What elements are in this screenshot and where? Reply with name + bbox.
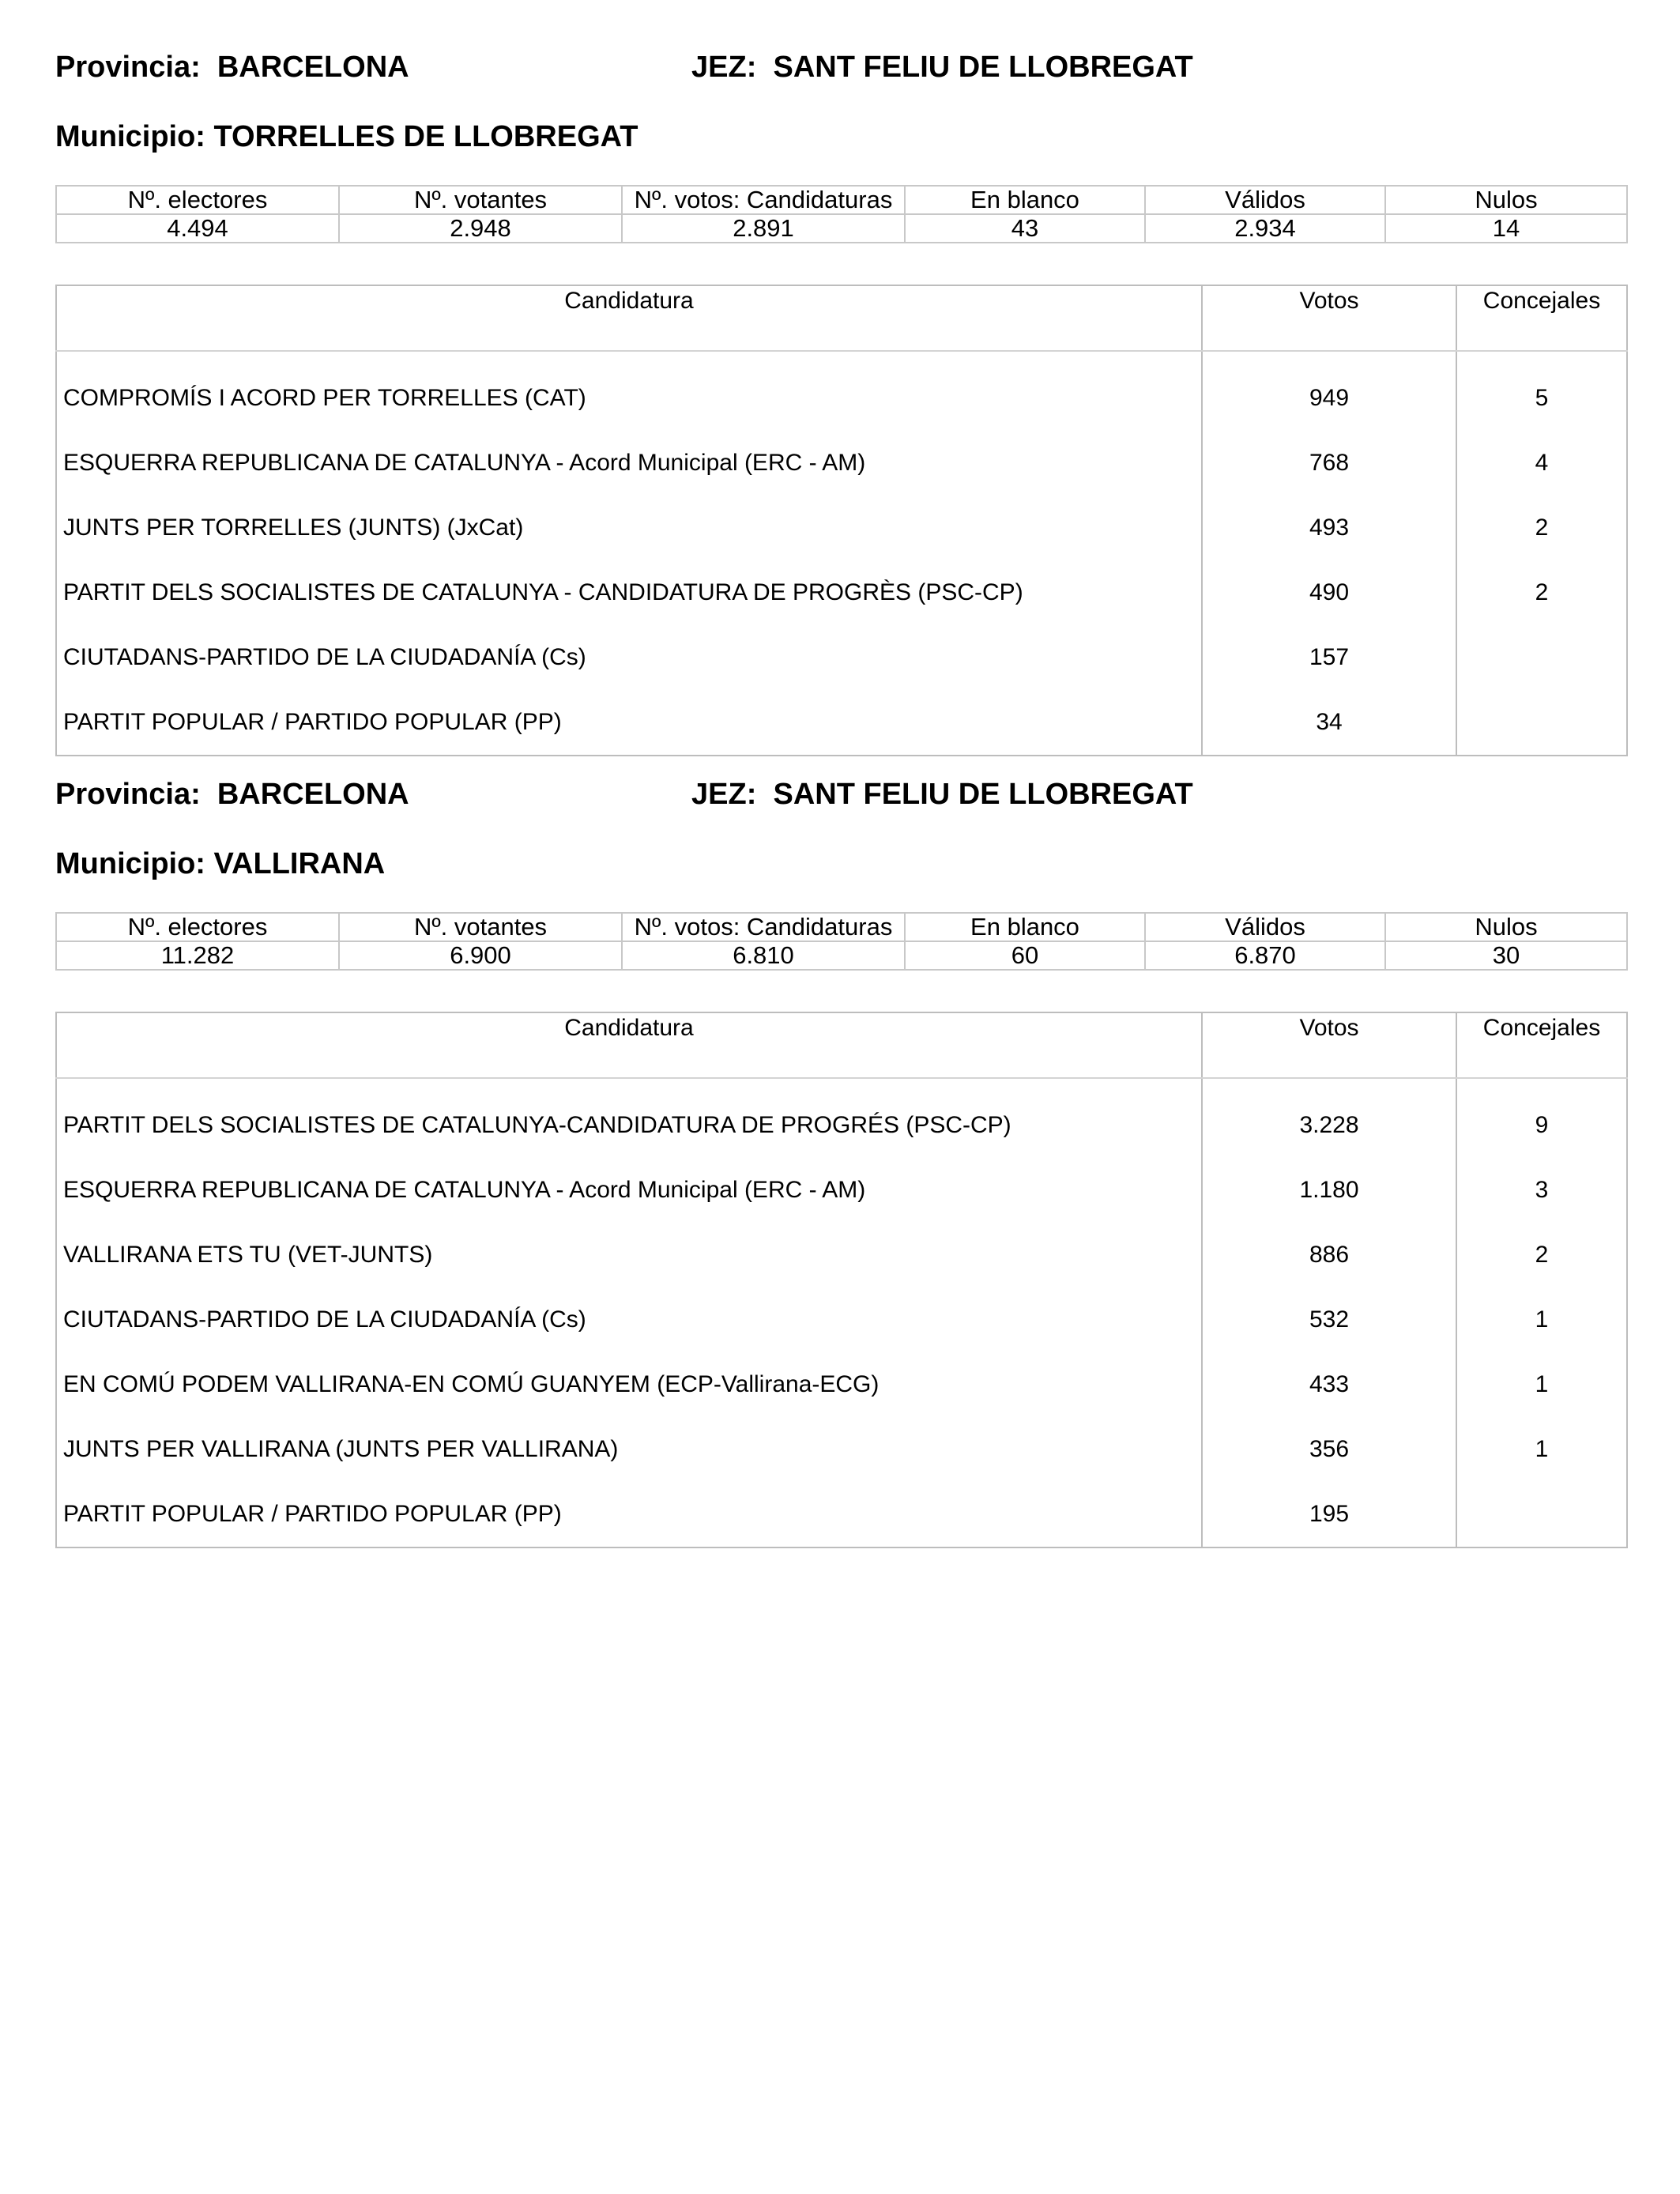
- table-row: [56, 560, 1627, 625]
- votos-value: 356: [1202, 1417, 1456, 1482]
- stats-value-row: [56, 941, 1627, 970]
- municipio-value: VALLIRANA: [213, 847, 386, 880]
- municipio-label: Municipio:: [55, 120, 205, 153]
- votos-value: 157: [1202, 625, 1456, 690]
- table-row: [56, 1158, 1627, 1223]
- stats-header: Nulos: [1385, 186, 1627, 214]
- stats-header-row: [56, 913, 1627, 941]
- stats-header: Nulos: [1385, 913, 1627, 941]
- concejales-value: 9: [1535, 1112, 1549, 1138]
- stats-value: 60: [905, 941, 1145, 970]
- candidatura-name: PARTIT POPULAR / PARTIDO POPULAR (PP): [56, 1482, 1202, 1547]
- candidatura-header: Candidatura: [56, 285, 1202, 351]
- candidatura-name: COMPROMÍS I ACORD PER TORRELLES (CAT): [56, 351, 1202, 431]
- municipio-value: TORRELLES DE LLOBREGAT: [213, 120, 638, 153]
- concejales-value: 3: [1535, 1177, 1549, 1203]
- table-row: [56, 1352, 1627, 1417]
- stats-table: [55, 912, 1628, 971]
- candidatura-name: EN COMÚ PODEM VALLIRANA-EN COMÚ GUANYEM (ECP-Vallirana-ECG): [56, 1352, 1202, 1417]
- stats-header: Nº. electores: [56, 913, 339, 941]
- candidatura-name: ESQUERRA REPUBLICANA DE CATALUNYA - Acord Municipal (ERC - AM): [56, 1158, 1202, 1223]
- municipio-section-torrelles: [55, 47, 1626, 743]
- jez-heading: [691, 778, 1193, 812]
- jez-label: JEZ:: [691, 51, 757, 84]
- table-row: [56, 431, 1627, 496]
- table-row: [56, 496, 1627, 560]
- votos-header: Votos: [1202, 285, 1456, 351]
- concejales-value: 2: [1535, 1242, 1549, 1268]
- stats-header: Válidos: [1145, 186, 1385, 214]
- stats-value: 43: [905, 214, 1145, 243]
- jez-label: JEZ:: [691, 778, 757, 811]
- provincia-label: Provincia:: [55, 778, 201, 811]
- table-row: [56, 1417, 1627, 1482]
- municipio-section-vallirana: [55, 775, 1626, 1549]
- provincia-label: Provincia:: [55, 51, 201, 84]
- concejales-value: 2: [1535, 515, 1549, 541]
- municipio-heading: [55, 120, 638, 154]
- concejales-value: 1: [1535, 1306, 1549, 1333]
- candidatura-header: Candidatura: [56, 1012, 1202, 1078]
- votos-value: 433: [1202, 1352, 1456, 1417]
- table-row: [56, 351, 1627, 431]
- stats-header: En blanco: [905, 186, 1145, 214]
- stats-value-row: [56, 214, 1627, 243]
- candidatura-name: PARTIT DELS SOCIALISTES DE CATALUNYA - CANDIDATURA DE PROGRÈS (PSC-CP): [56, 560, 1202, 625]
- concejales-value: 5: [1535, 385, 1549, 411]
- stats-value: 14: [1385, 214, 1627, 243]
- stats-header: Válidos: [1145, 913, 1385, 941]
- jez-heading: [691, 51, 1193, 85]
- concejales-value: [1456, 625, 1627, 690]
- candidatura-name: CIUTADANS-PARTIDO DE LA CIUDADANÍA (Cs): [56, 1287, 1202, 1352]
- stats-value: 2.934: [1145, 214, 1385, 243]
- votos-value: 1.180: [1202, 1158, 1456, 1223]
- table-row: [56, 1223, 1627, 1287]
- concejales-header: Concejales: [1456, 1012, 1627, 1078]
- stats-header: Nº. votos: Candidaturas: [622, 913, 905, 941]
- provincia-value: BARCELONA: [217, 778, 409, 811]
- table-row: [56, 1287, 1627, 1352]
- candidatura-name: JUNTS PER TORRELLES (JUNTS) (JxCat): [56, 496, 1202, 560]
- candidatura-name: JUNTS PER VALLIRANA (JUNTS PER VALLIRANA): [56, 1417, 1202, 1482]
- candidatura-name: PARTIT POPULAR / PARTIDO POPULAR (PP): [56, 690, 1202, 756]
- table-row: [56, 1078, 1627, 1158]
- jez-value: SANT FELIU DE LLOBREGAT: [773, 51, 1193, 84]
- stats-header-row: [56, 186, 1627, 214]
- votos-value: 195: [1202, 1482, 1456, 1547]
- provincia-heading: [55, 51, 409, 85]
- concejales-value: [1456, 690, 1627, 756]
- candidatura-name: CIUTADANS-PARTIDO DE LA CIUDADANÍA (Cs): [56, 625, 1202, 690]
- candidatura-name: VALLIRANA ETS TU (VET-JUNTS): [56, 1223, 1202, 1287]
- stats-header: Nº. votos: Candidaturas: [622, 186, 905, 214]
- stats-value: 2.948: [339, 214, 622, 243]
- table-row: [56, 625, 1627, 690]
- jez-value: SANT FELIU DE LLOBREGAT: [773, 778, 1193, 811]
- votos-header: Votos: [1202, 1012, 1456, 1078]
- concejales-header: Concejales: [1456, 285, 1627, 351]
- votos-value: 532: [1202, 1287, 1456, 1352]
- votos-value: 490: [1202, 560, 1456, 625]
- provincia-heading: [55, 778, 409, 812]
- concejales-value: 2: [1535, 579, 1549, 605]
- candidaturas-header-row: [56, 285, 1627, 351]
- stats-value: 30: [1385, 941, 1627, 970]
- stats-value: 4.494: [56, 214, 339, 243]
- municipio-label: Municipio:: [55, 847, 205, 880]
- stats-header: Nº. electores: [56, 186, 339, 214]
- votos-value: 886: [1202, 1223, 1456, 1287]
- stats-header: Nº. votantes: [339, 913, 622, 941]
- votos-value: 493: [1202, 496, 1456, 560]
- votos-value: 949: [1202, 351, 1456, 431]
- concejales-value: 1: [1535, 1371, 1549, 1397]
- concejales-value: 4: [1535, 450, 1549, 476]
- concejales-value: [1456, 1482, 1627, 1547]
- stats-value: 2.891: [622, 214, 905, 243]
- candidatura-name: ESQUERRA REPUBLICANA DE CATALUNYA - Acord Municipal (ERC - AM): [56, 431, 1202, 496]
- stats-header: Nº. votantes: [339, 186, 622, 214]
- provincia-value: BARCELONA: [217, 51, 409, 84]
- candidatura-name: PARTIT DELS SOCIALISTES DE CATALUNYA-CANDIDATURA DE PROGRÉS (PSC-CP): [56, 1078, 1202, 1158]
- stats-value: 11.282: [56, 941, 339, 970]
- votos-value: 34: [1202, 690, 1456, 756]
- candidaturas-table: [55, 285, 1628, 756]
- stats-value: 6.900: [339, 941, 622, 970]
- table-row: [56, 1482, 1627, 1547]
- votos-value: 768: [1202, 431, 1456, 496]
- concejales-value: 1: [1535, 1436, 1549, 1462]
- stats-header: En blanco: [905, 913, 1145, 941]
- candidaturas-table: [55, 1012, 1628, 1548]
- candidaturas-header-row: [56, 1012, 1627, 1078]
- municipio-heading: [55, 847, 385, 881]
- stats-value: 6.870: [1145, 941, 1385, 970]
- table-row: [56, 690, 1627, 756]
- votos-value: 3.228: [1202, 1078, 1456, 1158]
- stats-value: 6.810: [622, 941, 905, 970]
- stats-table: [55, 185, 1628, 243]
